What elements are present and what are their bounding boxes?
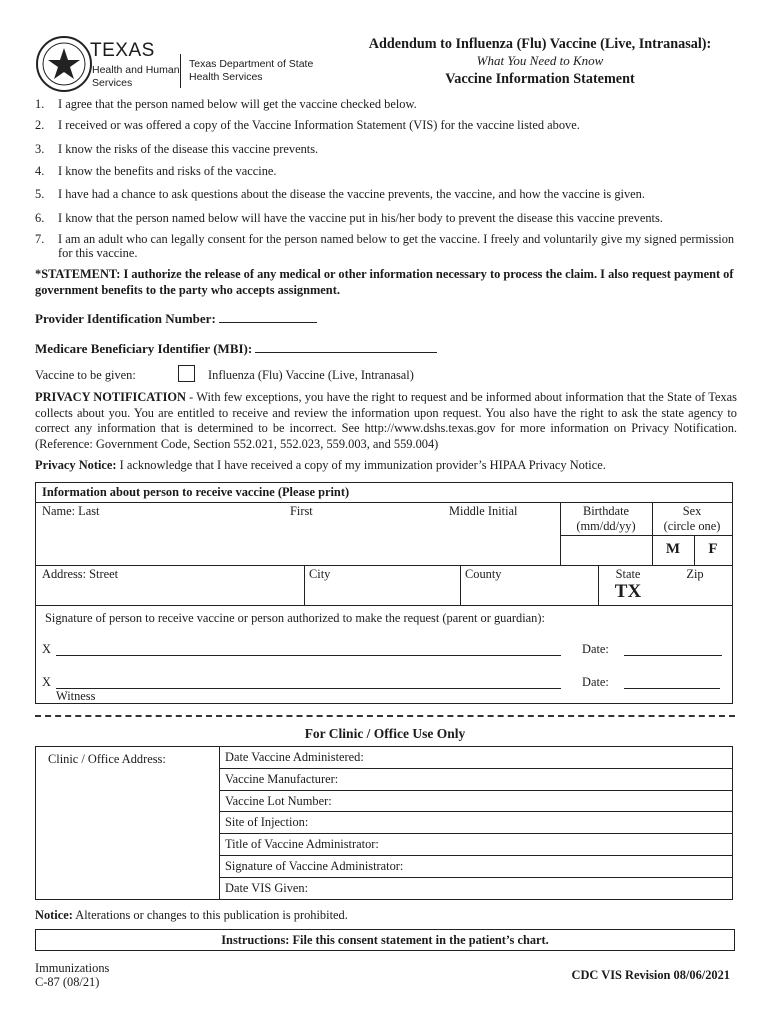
city-label: City [309, 567, 331, 581]
agency-subname [92, 64, 180, 89]
provider-id-field[interactable] [35, 311, 317, 327]
alteration-text: Alterations or changes to this publication is prohibited. [72, 908, 348, 922]
department-name [189, 58, 313, 84]
agreement-number: 7. [35, 232, 45, 246]
agreement-text: I know the benefits and risks of the vaccine. [58, 164, 277, 178]
birthdate-label [560, 504, 652, 534]
clinic-row-date-administered[interactable]: Date Vaccine Administered: [219, 747, 732, 769]
clinic-address-cell[interactable] [36, 747, 220, 899]
clinic-address-label: Clinic / Office Address: [48, 752, 166, 766]
row-divider [36, 605, 732, 606]
page-subtitle: What You Need to Know [476, 53, 604, 68]
mbi-field[interactable] [35, 341, 437, 357]
agreement-text: I know the risks of the disease this vaccine prevents. [58, 142, 319, 156]
clinic-row-administrator-signature[interactable]: Signature of Vaccine Administrator: [219, 856, 732, 878]
authorization-statement: *STATEMENT: I authorize the release of any medical or other information necessary to process the claim. I also request payment of government benefits to the party who accepts assignment. [35, 267, 734, 297]
agency-wordmark: TEXAS [90, 40, 155, 61]
witness-signature-line[interactable] [56, 688, 561, 689]
clinic-row-vis-given[interactable]: Date VIS Given: [225, 880, 309, 895]
agreement-number: 3. [35, 142, 45, 156]
agency-subname-line: Health and Human [92, 64, 180, 76]
page-title: Addendum to Influenza (Flu) Vaccine (Live, Intranasal): [368, 36, 712, 52]
vis-revision: CDC VIS Revision 08/06/2021 [571, 968, 730, 982]
agreement-text: I agree that the person named below will get the vaccine checked below. [58, 97, 417, 111]
agreement-number: 2. [35, 118, 45, 132]
agreement-text: I am an adult who can legally consent for the person named below to get the vaccine. I freely and voluntarily give my signed permission for this vaccine. [58, 232, 735, 260]
agreement-text: I know that the person named below will have the vaccine put in his/her body to prevent the disease this vaccine prevents. [58, 211, 663, 225]
sex-label [652, 504, 732, 534]
sex-male-option[interactable]: M [665, 541, 681, 557]
vaccine-checkbox[interactable] [178, 365, 195, 382]
agreement-text: I have had a chance to ask questions about the disease the vaccine prevents, the vaccine, and how the vaccine is given. [58, 187, 645, 201]
patient-info-table [35, 482, 733, 704]
row-divider [36, 565, 732, 566]
signature-date-line[interactable] [624, 655, 722, 656]
alteration-notice [35, 908, 348, 923]
department-line: Texas Department of State [189, 58, 314, 70]
witness-date-line[interactable] [624, 688, 720, 689]
row-divider [560, 535, 732, 536]
signature-prompt: Signature of person to receive vaccine or person authorized to make the request (parent or guardian): [45, 611, 545, 625]
agency-subname-line: Services [92, 76, 133, 89]
county-label: County [465, 567, 502, 581]
privacy-heading: PRIVACY NOTIFICATION [35, 390, 186, 404]
agreement-number: 1. [35, 97, 45, 111]
clinic-section-title: For Clinic / Office Use Only [304, 726, 466, 741]
dashed-separator [35, 715, 735, 717]
row-divider [36, 502, 732, 503]
witness-x-mark: X [42, 675, 51, 689]
vaccine-label: Vaccine to be given: [35, 368, 136, 382]
state-label: State [615, 567, 641, 581]
texas-seal-logo [34, 34, 94, 94]
sex-label-line: Sex [682, 504, 702, 518]
agreement-number: 4. [35, 164, 45, 178]
signature-date-label: Date: [582, 642, 609, 656]
clinic-row-lot-number[interactable]: Vaccine Lot Number: [219, 791, 732, 813]
address-label: Address: Street [42, 567, 119, 581]
clinic-row-injection-site[interactable]: Site of Injection: [219, 812, 732, 834]
patient-info-heading: Information about person to receive vaccine (Please print) [42, 485, 350, 499]
first-name-label: First [290, 504, 313, 518]
instructions-box: Instructions: File this consent statement in the patient’s chart. [35, 929, 735, 951]
form-number: C-87 (08/21) [35, 974, 100, 989]
agreement-text: I received or was offered a copy of the Vaccine Information Statement (VIS) for the vaccine listed above. [58, 118, 580, 132]
header-divider [180, 54, 181, 88]
agreement-number: 5. [35, 187, 45, 201]
witness-label: Witness [56, 689, 96, 703]
middle-initial-label: Middle Initial [449, 504, 518, 518]
birthdate-format: (mm/dd/yy) [576, 519, 636, 533]
mbi-line[interactable] [255, 341, 437, 353]
signature-x-mark: X [42, 642, 51, 656]
form-id [35, 962, 109, 989]
department-line: Health Services [189, 71, 263, 83]
vaccine-name: Influenza (Flu) Vaccine (Live, Intranasal) [208, 368, 414, 382]
col-divider [304, 565, 305, 605]
last-name-label: Name: Last [42, 504, 100, 518]
state-value: TX [614, 581, 642, 602]
col-divider [460, 565, 461, 605]
sex-female-option[interactable]: F [708, 541, 718, 557]
clinic-row-manufacturer[interactable]: Vaccine Manufacturer: [219, 769, 732, 791]
sex-hint: (circle one) [663, 519, 721, 533]
mbi-label: Medicare Beneficiary Identifier (MBI): [35, 341, 253, 356]
signature-line[interactable] [56, 655, 561, 656]
privacy-text: - With few exceptions, you have the right to request and be informed about information that the State of Texas collects about you. You are entitled to receive and review the information upon request. You also have the right to ask the state agency to correct any information that is determined to be incorrect. See http://www.dshs.texas.gov for more information on Privacy Notification. (Reference: Government Code, Section 552.021, 552.023, 559.003, and 559.004) [35, 390, 737, 452]
privacy-notice-text: I acknowledge that I have received a copy of my immunization provider’s HIPAA Privacy Notice. [116, 458, 606, 472]
alteration-label: Notice: [35, 908, 73, 922]
clinic-use-table [35, 746, 733, 900]
privacy-notice-label: Privacy Notice: [35, 458, 117, 472]
privacy-notification [35, 390, 737, 453]
privacy-notice [35, 458, 737, 473]
birthdate-label-line: Birthdate [582, 504, 630, 518]
vis-label: Vaccine Information Statement [445, 71, 635, 87]
clinic-row-administrator-title[interactable]: Title of Vaccine Administrator: [219, 834, 732, 856]
witness-date-label: Date: [582, 675, 609, 689]
form-program: Immunizations [35, 961, 110, 975]
agreement-number: 6. [35, 211, 45, 225]
zip-label: Zip [686, 567, 704, 581]
provider-id-line[interactable] [219, 311, 317, 323]
provider-id-label: Provider Identification Number: [35, 311, 216, 326]
